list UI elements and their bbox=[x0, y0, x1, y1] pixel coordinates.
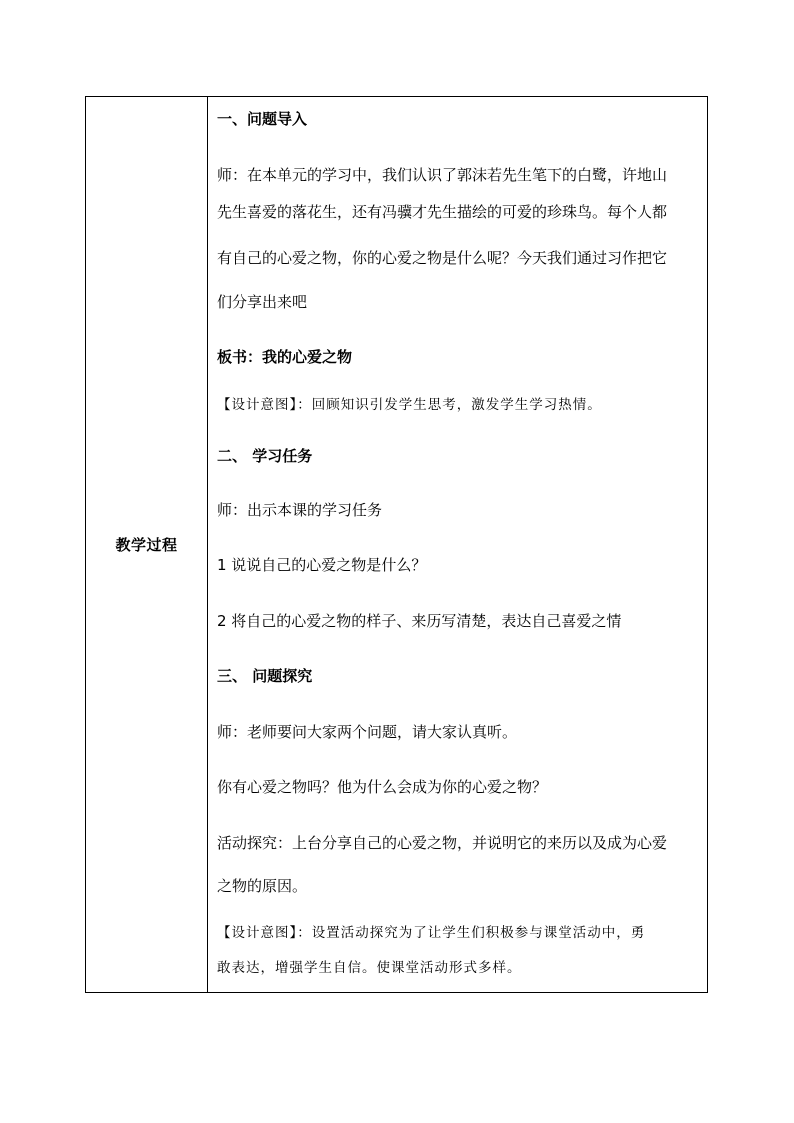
activity-line-2: 之物的原因。 bbox=[217, 877, 308, 895]
activity-line-1: 活动探究：上台分享自己的心爱之物，并说明它的来历以及成为心爱 bbox=[217, 834, 668, 852]
section3-heading: 三、 问题探究 bbox=[217, 667, 313, 685]
teacher-intro-line-1: 师：在本单元的学习中，我们认识了郭沫若先生笔下的白鹭，许地山 bbox=[217, 166, 668, 184]
board-writing: 板书：我的心爱之物 bbox=[217, 348, 353, 366]
section1-heading: 一、问题导入 bbox=[217, 110, 308, 128]
question: 你有心爱之物吗？他为什么会成为你的心爱之物？ bbox=[217, 778, 548, 796]
design-intent-2-line-1: 【设计意图】：设置活动探究为了让学生们积极参与课堂活动中，勇 bbox=[217, 925, 646, 941]
teacher-task: 师：出示本课的学习任务 bbox=[217, 501, 383, 519]
content-cell bbox=[208, 97, 707, 992]
teacher-question: 师：老师要问大家两个问题，请大家认真听。 bbox=[217, 723, 518, 741]
lesson-plan-table bbox=[85, 96, 708, 993]
section2-heading: 二、 学习任务 bbox=[217, 447, 313, 465]
teacher-intro-line-2: 先生喜爱的落花生，还有冯骥才先生描绘的可爱的珍珠鸟。每个人都 bbox=[217, 203, 668, 221]
design-intent-1: 【设计意图】：回顾知识引发学生思考，激发学生学习热情。 bbox=[217, 397, 602, 413]
task-1: 1 说说自己的心爱之物是什么？ bbox=[217, 556, 427, 574]
row-label-cell bbox=[86, 97, 208, 992]
teacher-intro-line-4: 们分享出来吧 bbox=[217, 293, 308, 311]
teacher-intro-line-3: 有自己的心爱之物，你的心爱之物是什么呢？今天我们通过习作把它 bbox=[217, 249, 668, 267]
design-intent-2-line-2: 敢表达，增强学生自信。使课堂活动形式多样。 bbox=[217, 960, 522, 976]
row-label: 教学过程 bbox=[115, 536, 178, 554]
task-2: 2 将自己的心爱之物的样子、来历写清楚，表达自己喜爱之情 bbox=[217, 612, 622, 630]
